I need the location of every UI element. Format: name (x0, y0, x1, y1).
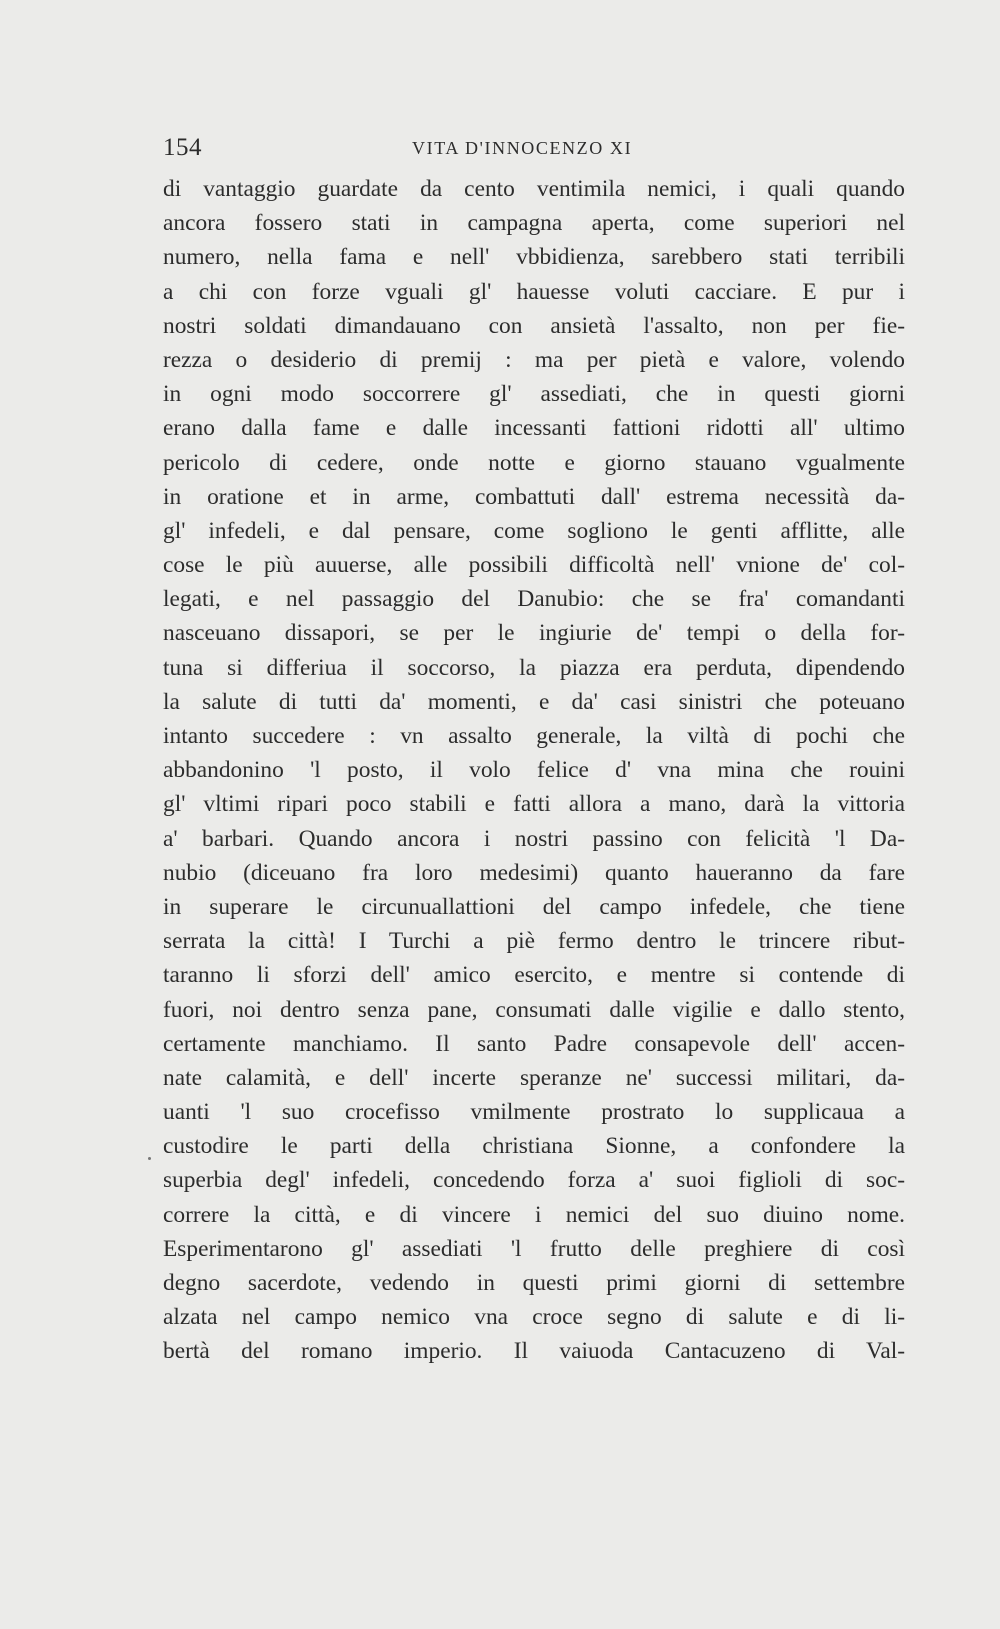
body-text (163, 172, 905, 1369)
text-line: erano dalla fame e dalle incessanti fattioni ridotti all' ultimo (163, 415, 905, 442)
text-line: uanti 'l suo crocefisso vmilmente prostrato lo supplicaua a (163, 1099, 905, 1126)
text-line: taranno li sforzi dell' amico esercito, e mentre si contende di (163, 962, 905, 989)
text-line: bertà del romano imperio. Il vaiuoda Cantacuzeno di Val- (163, 1338, 905, 1365)
text-line: in ogni modo soccorrere gl' assediati, che in questi giorni (163, 381, 905, 408)
text-line: in superare le circunuallattioni del campo infedele, che tiene (163, 893, 905, 920)
text-line: abbandonino 'l posto, il volo felice d' vna mina che rouini (163, 757, 905, 784)
text-line: intanto succedere : vn assalto generale, la viltà di pochi che (163, 723, 905, 749)
text-line: serrata la città! I Turchi a piè fermo dentro le trincere ribut- (163, 928, 905, 955)
text-line: degno sacerdote, vedendo in questi primi giorni di settembre (163, 1270, 905, 1296)
text-line: nasceuano dissapori, se per le ingiurie de' tempi o della for- (163, 620, 905, 647)
text-line: pericolo di cedere, onde notte e giorno stauano vgualmente (163, 449, 905, 476)
text-line: rezza o desiderio di premij : ma per pietà e valore, volendo (163, 346, 905, 373)
text-line: certamente manchiamo. Il santo Padre consapevole dell' accen- (163, 1030, 905, 1057)
text-line: gl' infedeli, e dal pensare, come sogliono le genti afflitte, alle (163, 517, 905, 544)
page-header (163, 134, 911, 174)
text-line: di vantaggio guardate da cento ventimila nemici, i quali quando (163, 176, 905, 202)
text-line: numero, nella fama e nell' vbbidienza, sarebbero stati terribili (163, 244, 905, 271)
running-title: VITA D'INNOCENZO XI (412, 138, 633, 158)
text-line: la salute di tutti da' momenti, e da' casi sinistri che poteuano (163, 688, 905, 715)
page-number: 154 (163, 134, 202, 161)
text-line: a' barbari. Quando ancora i nostri passino con felicità 'l Da- (163, 825, 905, 852)
text-line: nostri soldati dimandauano con ansietà l'assalto, non per fie- (163, 312, 905, 339)
text-line: cose le più auuerse, alle possibili difficoltà nell' vnione de' col- (163, 552, 905, 579)
text-line: alzata nel campo nemico vna croce segno di salute e di li- (163, 1304, 905, 1331)
text-line: legati, e nel passaggio del Danubio: che se fra' comandanti (163, 586, 905, 613)
text-line: superbia degl' infedeli, concedendo forza a' suoi figlioli di soc- (163, 1167, 905, 1194)
text-line: tuna si differiua il soccorso, la piazza era perduta, dipendendo (163, 654, 905, 681)
text-line: ancora fossero stati in campagna aperta, come superiori nel (163, 210, 905, 237)
text-line: in oratione et in arme, combattuti dall' estrema necessità da- (163, 483, 905, 510)
text-line: correre la città, e di vincere i nemici del suo diuino nome. (163, 1201, 905, 1228)
paper-speck (148, 1157, 151, 1160)
text-line: nate calamità, e dell' incerte speranze ne' successi militari, da- (163, 1064, 905, 1091)
text-line: gl' vltimi ripari poco stabili e fatti allora a mano, darà la vittoria (163, 791, 905, 818)
text-line: custodire le parti della christiana Sionne, a confondere la (163, 1133, 905, 1160)
text-line: a chi con forze vguali gl' hauesse voluti cacciare. E pur i (163, 278, 905, 305)
text-line: fuori, noi dentro senza pane, consumati dalle vigilie e dallo stento, (163, 996, 905, 1023)
text-line: nubio (diceuano fra loro medesimi) quanto haueranno da fare (163, 859, 905, 886)
text-line: Esperimentarono gl' assediati 'l frutto delle preghiere di così (163, 1235, 905, 1262)
